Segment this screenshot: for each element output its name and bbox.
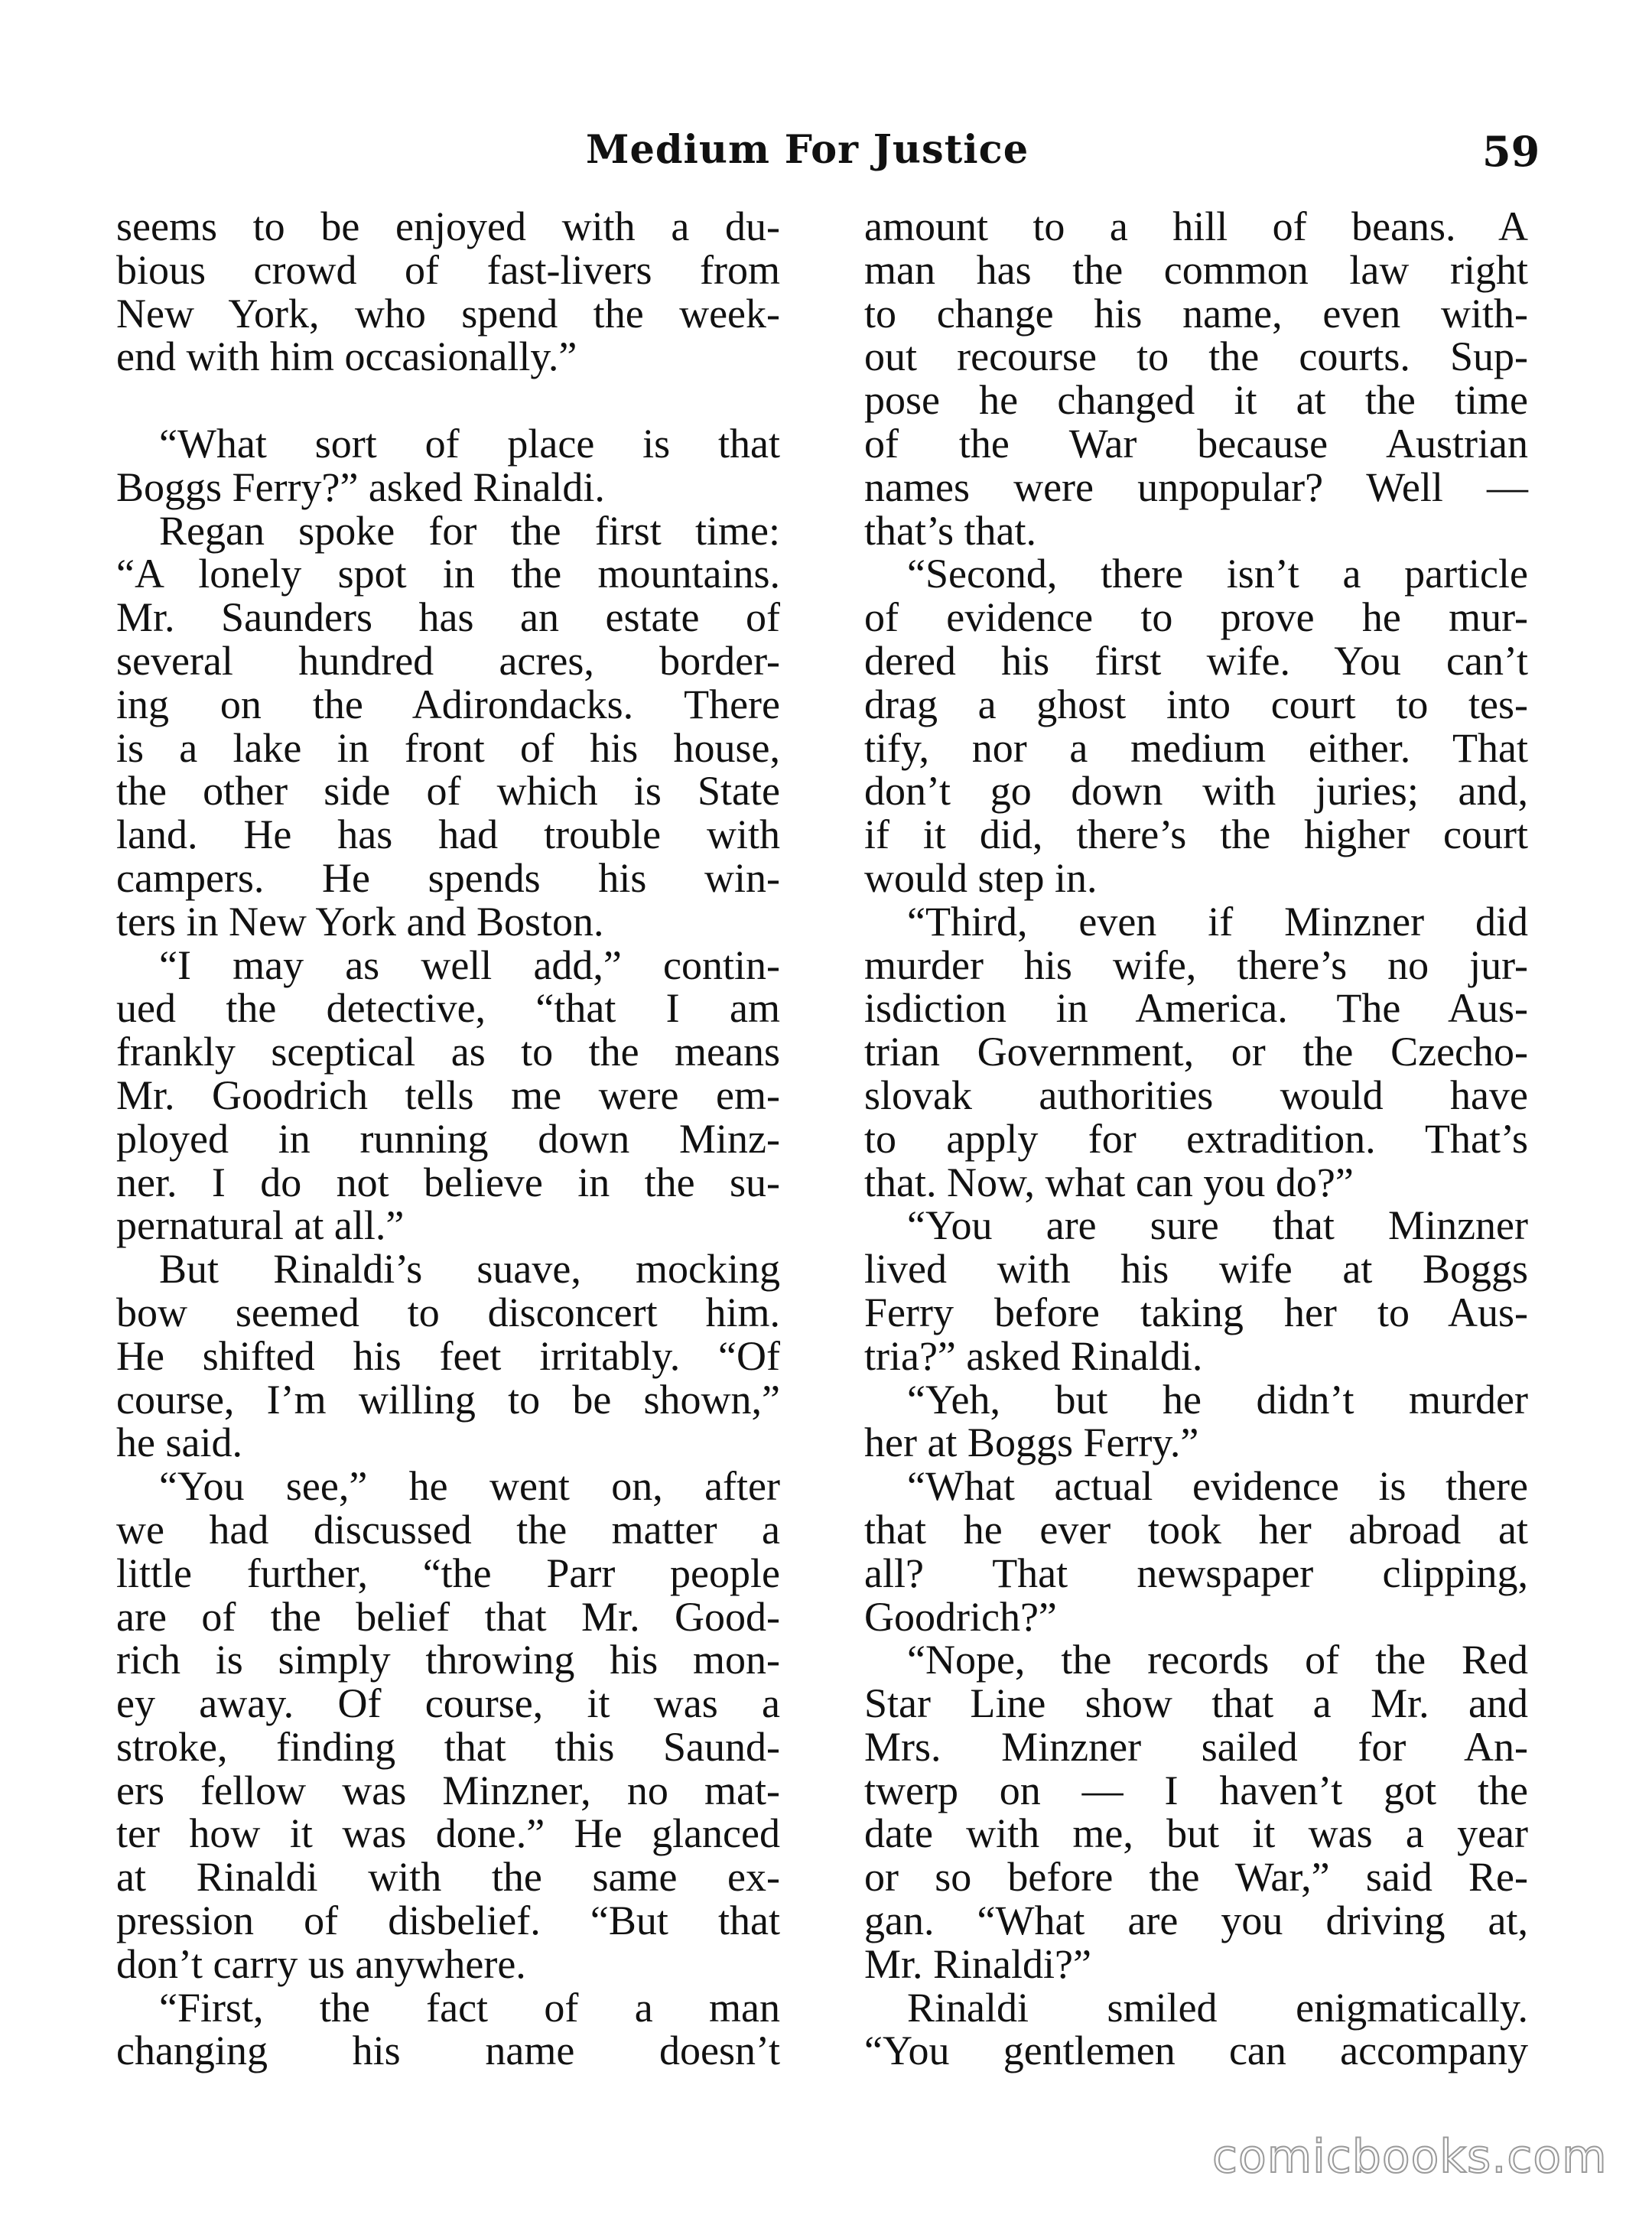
text-line: twerp on — I haven’t got the	[864, 1767, 1528, 1813]
text-line: that’s that.	[864, 507, 1036, 554]
text-line: of the War because Austrian	[864, 420, 1528, 467]
text-line: lived with his wife at Boggs	[864, 1246, 1528, 1293]
text-line: man has the common law right	[864, 246, 1528, 293]
text-line: tria?” asked Rinaldi.	[864, 1332, 1203, 1379]
text-line: Goodrich?”	[864, 1593, 1057, 1640]
text-line: dered his first wife. You can’t	[864, 637, 1528, 684]
text-line: pernatural at all.”	[116, 1202, 405, 1249]
page-header	[0, 127, 1652, 188]
text-line: at Rinaldi with the same ex-	[116, 1854, 780, 1901]
text-line: rich is simply throwing his mon-	[116, 1637, 780, 1683]
text-line: Mrs. Minzner sailed for An-	[864, 1723, 1528, 1770]
text-line: “What actual evidence is there	[907, 1463, 1528, 1510]
text-line: “You gentlemen can accompany	[864, 2028, 1528, 2074]
text-line: campers. He spends his win-	[116, 854, 780, 901]
text-line: Mr. Saunders has an estate of	[116, 594, 780, 641]
text-line: would step in.	[864, 854, 1098, 901]
text-line: seems to be enjoyed with a du-	[116, 203, 780, 249]
text-line: ter how it was done.” He glanced	[116, 1810, 780, 1857]
text-line: end with him occasionally.”	[116, 333, 577, 380]
text-line: are of the belief that Mr. Good-	[116, 1593, 780, 1640]
text-line: we had discussed the matter a	[116, 1506, 780, 1553]
text-line: pression of disbelief. “But that	[116, 1898, 780, 1944]
text-line: Ferry before taking her to Aus-	[864, 1289, 1528, 1335]
text-line: of evidence to prove he mur-	[864, 594, 1528, 641]
text-line: to change his name, even with-	[864, 290, 1528, 337]
text-line: stroke, finding that this Saund-	[116, 1723, 780, 1770]
text-line: out recourse to the courts. Sup-	[864, 333, 1528, 380]
text-line: several hundred acres, border-	[116, 637, 780, 684]
text-line: the other side of which is State	[116, 768, 780, 815]
text-line: slovak authorities would have	[864, 1072, 1528, 1118]
text-line: bow seemed to disconcert him.	[116, 1289, 780, 1335]
text-line: “First, the fact of a man	[159, 1984, 780, 2031]
text-line: isdiction in America. The Aus-	[864, 985, 1528, 1032]
text-line: “I may as well add,” contin-	[159, 942, 780, 988]
text-line: Regan spoke for the first time:	[159, 507, 780, 554]
text-line: drag a ghost into court to tes-	[864, 681, 1528, 727]
text-line: New York, who spend the week-	[116, 290, 780, 337]
text-line: Mr. Goodrich tells me were em-	[116, 1072, 780, 1118]
text-line: if it did, there’s the higher court	[864, 811, 1528, 858]
text-line: He shifted his feet irritably. “Of	[116, 1332, 780, 1379]
text-line: ployed in running down Minz-	[116, 1115, 780, 1162]
paragraph-break	[116, 379, 780, 422]
text-line: don’t go down with juries; and,	[864, 768, 1528, 815]
text-line: “Second, there isn’t a particle	[907, 551, 1528, 597]
text-line: “You are sure that Minzner	[907, 1202, 1528, 1249]
text-line: “Third, even if Minzner did	[907, 898, 1528, 945]
text-line: to apply for extradition. That’s	[864, 1115, 1528, 1162]
watermark: comicbooks.com	[1212, 2130, 1608, 2184]
text-line: names were unpopular? Well —	[864, 463, 1528, 510]
text-line: ters in New York and Boston.	[116, 898, 604, 945]
text-line: that he ever took her abroad at	[864, 1506, 1528, 1553]
right-column	[864, 205, 1528, 2073]
text-line: course, I’m willing to be shown,”	[116, 1376, 780, 1423]
text-line: But Rinaldi’s suave, mocking	[159, 1246, 780, 1293]
text-line: Boggs Ferry?” asked Rinaldi.	[116, 463, 605, 510]
text-line: “Nope, the records of the Red	[907, 1637, 1528, 1683]
text-line: murder his wife, there’s no jur-	[864, 942, 1528, 988]
text-line: ued the detective, “that I am	[116, 985, 780, 1032]
text-line: ing on the Adirondacks. There	[116, 681, 780, 727]
text-line: little further, “the Parr people	[116, 1550, 780, 1596]
text-line: gan. “What are you driving at,	[864, 1898, 1528, 1944]
text-line: that. Now, what can you do?”	[864, 1159, 1354, 1205]
text-line: is a lake in front of his house,	[116, 724, 780, 771]
text-line: he said.	[116, 1420, 242, 1466]
text-line: frankly sceptical as to the means	[116, 1029, 780, 1075]
text-line: “Yeh, but he didn’t murder	[907, 1376, 1528, 1423]
text-line: land. He has had trouble with	[116, 811, 780, 858]
text-line: “What sort of place is that	[159, 420, 780, 467]
text-line: don’t carry us anywhere.	[116, 1940, 526, 1987]
text-line: tify, nor a medium either. That	[864, 724, 1528, 771]
left-column	[116, 205, 780, 2073]
text-line: ers fellow was Minzner, no mat-	[116, 1767, 780, 1813]
text-line: all? That newspaper clipping,	[864, 1550, 1528, 1596]
text-line: or so before the War,” said Re-	[864, 1854, 1528, 1901]
text-line: bious crowd of fast-livers from	[116, 246, 780, 293]
text-line: “A lonely spot in the mountains.	[116, 551, 780, 597]
text-line: “You see,” he went on, after	[159, 1463, 780, 1510]
page-number: 59	[1482, 127, 1540, 176]
text-line: ner. I do not believe in the su-	[116, 1159, 780, 1205]
text-line: pose he changed it at the time	[864, 377, 1528, 424]
running-title: Medium For Justice	[586, 127, 1029, 173]
text-line: Mr. Rinaldi?”	[864, 1940, 1091, 1987]
text-line: Star Line show that a Mr. and	[864, 1680, 1528, 1727]
text-line: ey away. Of course, it was a	[116, 1680, 780, 1727]
text-line: changing his name doesn’t	[116, 2028, 780, 2074]
text-line: her at Boggs Ferry.”	[864, 1420, 1199, 1466]
text-line: trian Government, or the Czecho-	[864, 1029, 1528, 1075]
text-line: amount to a hill of beans. A	[864, 203, 1528, 249]
text-line: date with me, but it was a year	[864, 1810, 1528, 1857]
text-line: Rinaldi smiled enigmatically.	[907, 1984, 1528, 2031]
